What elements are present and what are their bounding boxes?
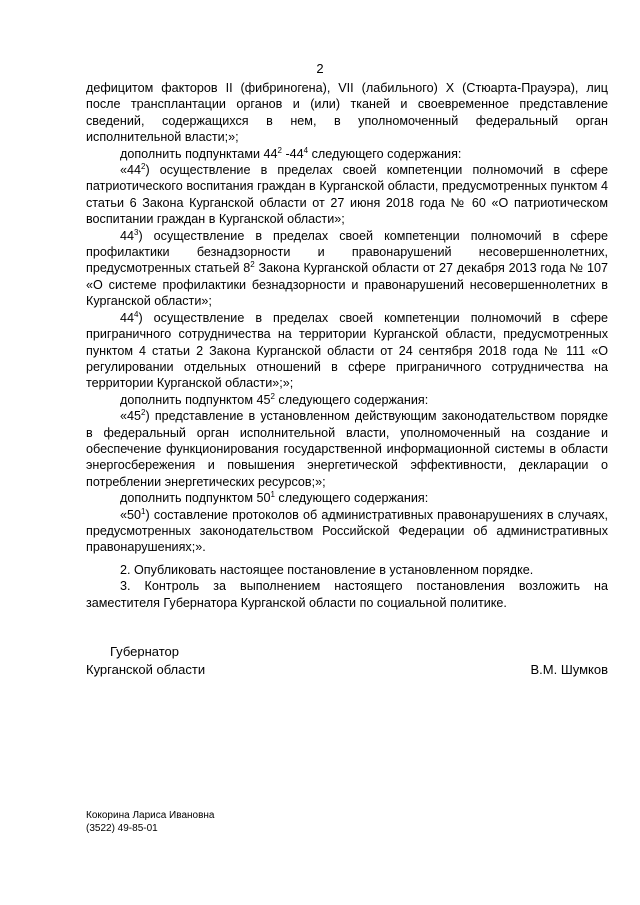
paragraph-text: дополнить подпунктом 50 bbox=[120, 491, 271, 506]
paragraph-text: ) осуществление в пределах своей компетенции полномочий в сфере профилактики безнадзорности и правонарушений несовершеннолетних, предусмотренных статьей 8 bbox=[86, 228, 608, 276]
paragraph-p11 bbox=[86, 578, 608, 611]
paragraph-p9 bbox=[86, 507, 608, 556]
signatory-name: В.М. Шумков bbox=[530, 662, 608, 677]
superscript-index: 1 bbox=[141, 506, 146, 516]
superscript-index: 1 bbox=[270, 490, 275, 500]
paragraph-text: следующего содержания: bbox=[308, 146, 462, 161]
paragraph-p6 bbox=[86, 392, 608, 408]
executor-name: Кокорина Лариса Ивановна bbox=[86, 810, 215, 821]
paragraph-p2 bbox=[86, 146, 608, 162]
paragraph-text: Закона Курганской области от 27 декабря 2013 года № 107 «О системе профилактики безнадзорности и правонарушений несовершеннолетних в Курганской области»; bbox=[86, 261, 608, 309]
superscript-index: 4 bbox=[134, 309, 139, 319]
executor-block bbox=[86, 809, 215, 835]
signatory-title bbox=[86, 643, 205, 679]
paragraph-text: ) составление протоколов об административных правонарушениях в случаях, предусмотренных законодательством Российской Федерации об административных правонарушениях;». bbox=[86, 507, 608, 555]
paragraph-text: следующего содержания: bbox=[274, 392, 429, 407]
paragraph-text: дополнить подпунктами 44 bbox=[120, 146, 278, 161]
paragraph-p1 bbox=[86, 80, 608, 146]
paragraph-p3 bbox=[86, 162, 608, 228]
paragraph-p4 bbox=[86, 228, 608, 310]
page-number: 2 bbox=[316, 61, 324, 76]
superscript-index: 4 bbox=[303, 145, 309, 155]
executor-phone: (3522) 49-85-01 bbox=[86, 823, 158, 834]
superscript-index: 2 bbox=[141, 162, 146, 172]
superscript-index: 2 bbox=[270, 391, 275, 401]
paragraph-p8 bbox=[86, 490, 608, 506]
superscript-index: 3 bbox=[134, 227, 139, 237]
paragraph-text: следующего содержания: bbox=[274, 491, 429, 506]
paragraph-p10 bbox=[86, 562, 608, 578]
document-body bbox=[86, 80, 608, 611]
paragraph-p7 bbox=[86, 408, 608, 490]
signatory-title-line2: Курганской области bbox=[86, 662, 206, 677]
paragraph-text: 2. Опубликовать настоящее постановление в установленном порядке. bbox=[120, 562, 534, 577]
paragraph-text: дефицитом факторов II (фибриногена), VII (лабильного) X (Стюарта-Прауэра), лиц после трансплантации органов и (или) тканей и своевременное представление сведений, содержащихся в нем, в уполномоченный федеральный орган исполнительной власти;»; bbox=[86, 81, 608, 145]
paragraph-text: -44 bbox=[281, 146, 304, 161]
paragraph-text: «45 bbox=[120, 409, 142, 424]
superscript-index: 2 bbox=[277, 145, 282, 155]
paragraph-text: ) представление в установленном действующим законодательством порядке в федеральный орган исполнительной власти, уполномоченный на создание и обеспечение функционирования государственной информационной системы в области энергосбережения и повышения энергетической эффективности, декларации о потреблении энергетических ресурсов;»; bbox=[86, 409, 608, 489]
paragraph-text: 44 bbox=[120, 228, 135, 243]
superscript-index: 2 bbox=[141, 408, 146, 418]
paragraph-text: 3. Контроль за выполнением настоящего постановления возложить на заместителя Губернатора Курганской области по социальной политике. bbox=[86, 579, 608, 610]
paragraph-text: ) осуществление в пределах своей компетенции полномочий в сфере патриотического воспитания граждан в Курганской области, предусмотренных пунктом 4 статьи 6 Закона Курганской области от 27 июня 2018 года № 60 «О патриотическом воспитании граждан в Курганской области»; bbox=[86, 163, 608, 227]
paragraph-text: «44 bbox=[120, 163, 142, 178]
signatory-title-line1: Губернатор bbox=[110, 644, 179, 659]
paragraph-p5 bbox=[86, 310, 608, 392]
paragraph-text: «50 bbox=[120, 507, 142, 522]
paragraph-text: ) осуществление в пределах своей компетенции полномочий в сфере приграничного сотрудничества на территории Курганской области, предусмотренных пунктом 4 статьи 2 Закона Курганской области от 24 сентября 2018 года № 111 «О регулировании отдельных отношений в сфере приграничного сотрудничества на территории Курганской области»;»; bbox=[86, 310, 608, 391]
paragraph-text: 44 bbox=[120, 310, 135, 325]
superscript-index: 2 bbox=[250, 260, 255, 270]
paragraph-text: дополнить подпунктом 45 bbox=[120, 392, 271, 407]
